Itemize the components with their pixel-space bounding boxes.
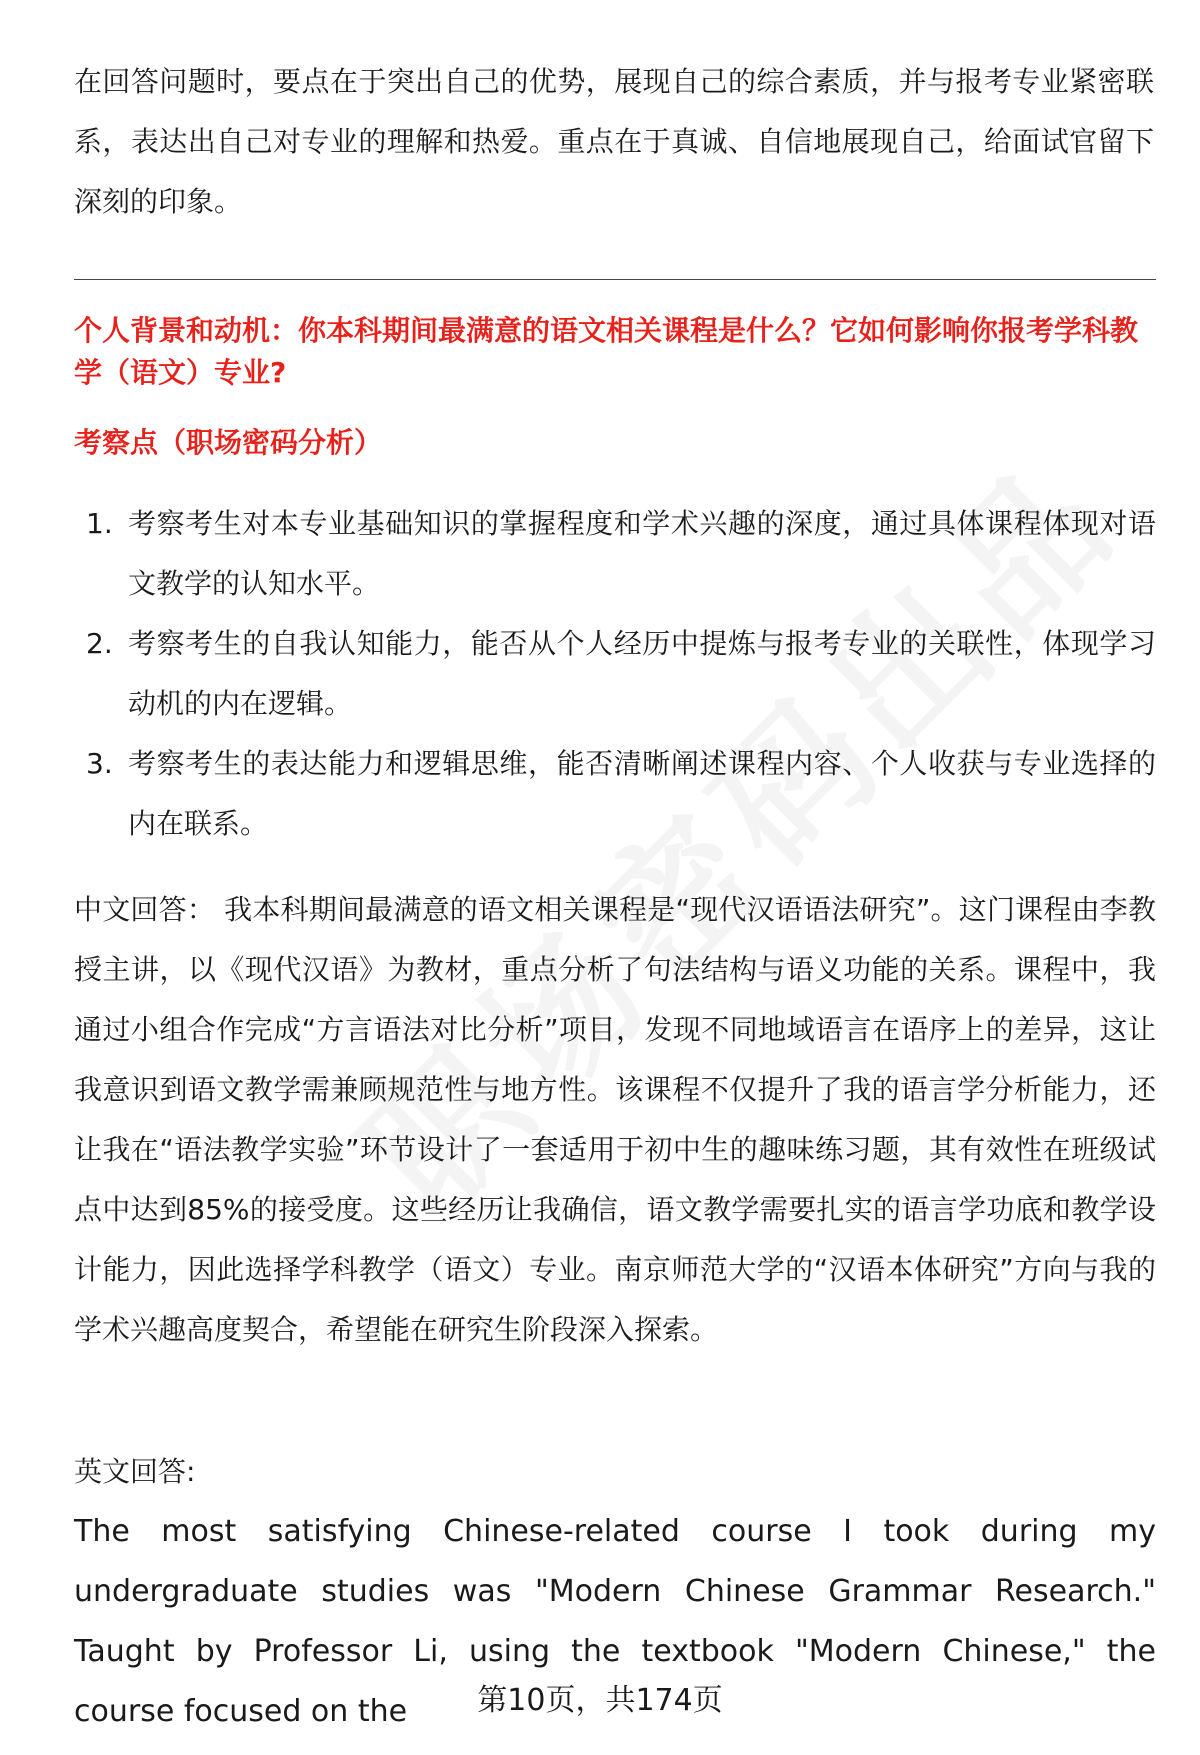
evaluation-heading: 考察点（职场密码分析）	[74, 426, 383, 459]
list-item	[74, 494, 1156, 614]
section-divider	[74, 279, 1156, 280]
list-item	[74, 614, 1156, 734]
list-item-number: 1.	[86, 507, 113, 540]
evaluation-points-list	[74, 494, 1156, 854]
chinese-answer: 中文回答： 我本科期间最满意的语文相关课程是“现代汉语语法研究”。这门课程由李教授主讲，以《现代汉语》为教材，重点分析了句法结构与语义功能的关系。课程中，我通过小组合作完成“方言语法对比分析”项目，发现不同地域语言在语序上的差异，这让我意识到语文教学需兼顾规范性与地方性。该课程不仅提升了我的语言学分析能力，还让我在“语法教学实验”环节设计了一套适用于初中生的趣味练习题，其有效性在班级试点中达到85%的接受度。这些经历让我确信，语文教学需要扎实的语言学功底和教学设计能力，因此选择学科教学（语文）专业。南京师范大学的“汉语本体研究”方向与我的学术兴趣高度契合，希望能在研究生阶段深入探索。	[74, 893, 1156, 1346]
list-item-text: 考察考生对本专业基础知识的掌握程度和学术兴趣的深度，通过具体课程体现对语文教学的认知水平。	[128, 507, 1156, 600]
intro-paragraph: 在回答问题时，要点在于突出自己的优势，展现自己的综合素质，并与报考专业紧密联系，表达出自己对专业的理解和热爱。重点在于真诚、自信地展现自己，给面试官留下深刻的印象。	[74, 65, 1154, 218]
english-answer-label: 英文回答:	[74, 1455, 196, 1488]
list-item-number: 3.	[86, 747, 113, 780]
english-answer: The most satisfying Chinese-related course I took during my undergraduate studies was "Modern Chinese Grammar Research." Taught by Professor Li, using the textbook "Modern Chinese," the course focused on the	[74, 1514, 1156, 1729]
list-item-text: 考察考生的自我认知能力，能否从个人经历中提炼与报考专业的关联性，体现学习动机的内在逻辑。	[128, 627, 1156, 720]
question-title: 个人背景和动机：你本科期间最满意的语文相关课程是什么？它如何影响你报考学科教学（语文）专业?	[74, 314, 1139, 389]
list-item	[74, 734, 1156, 854]
page-footer: 第10页，共174页	[477, 1683, 723, 1718]
list-item-number: 2.	[86, 627, 113, 660]
list-item-text: 考察考生的表达能力和逻辑思维，能否清晰阐述课程内容、个人收获与专业选择的内在联系。	[128, 747, 1156, 840]
